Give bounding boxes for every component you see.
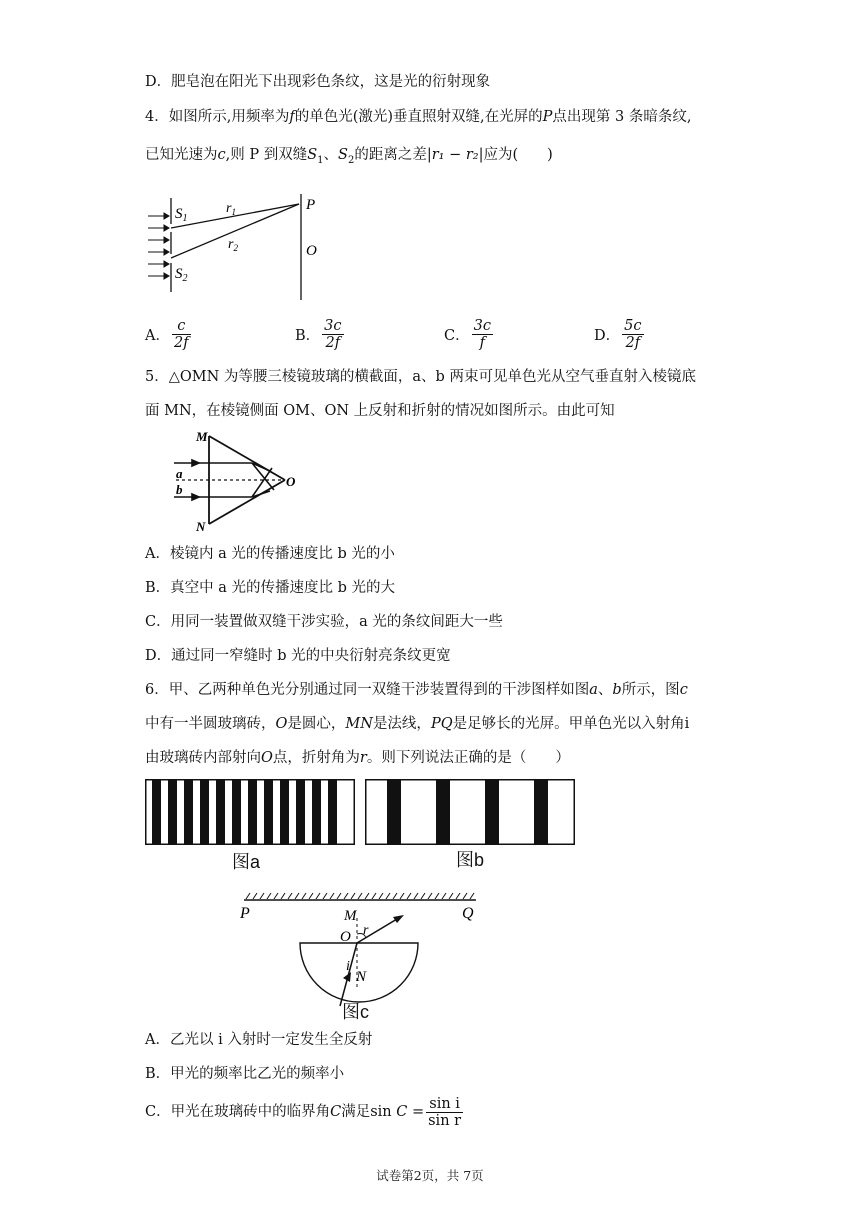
q5-option-d: D．通过同一窄缝时 b 光的中央衍射亮条纹更宽 bbox=[145, 648, 451, 664]
label-o: O bbox=[286, 474, 296, 489]
q4-option-c: C． $\frac{3c}{f}$ bbox=[444, 318, 491, 351]
fig-b-caption: 图b bbox=[456, 850, 485, 870]
q6-stem-line3: 由玻璃砖内部射向O点，折射角为r。则下列说法正确的是（ ） bbox=[145, 750, 570, 766]
q6-option-b: B．甲光的频率比乙光的频率小 bbox=[145, 1066, 345, 1082]
q6-stem-line2: 中有一半圆玻璃砖，O是圆心，MN是法线，PQ是足够长的光屏。甲单色光以入射角i bbox=[145, 716, 690, 732]
q3-option-d: D．肥皂泡在阳光下出现彩色条纹，这是光的衍射现象 bbox=[145, 74, 491, 90]
q4-stem-line1: 4．如图所示,用频率为f的单色光(激光)垂直照射双缝,在光屏的P点出现第 3 条暗条纹, bbox=[145, 109, 692, 125]
q5-option-a: A．棱镜内 a 光的传播速度比 b 光的小 bbox=[145, 546, 395, 562]
label-n: N bbox=[356, 969, 367, 985]
label-m: M bbox=[196, 430, 208, 444]
q6-option-a: A．乙光以 i 入射时一定发生全反射 bbox=[145, 1032, 373, 1048]
q5-option-c: C．用同一装置做双缝干涉实验，a 光的条纹间距大一些 bbox=[145, 614, 503, 630]
fig-c-caption: 图c bbox=[342, 1002, 369, 1022]
q5-option-b: B．真空中 a 光的传播速度比 b 光的大 bbox=[145, 580, 396, 596]
semicircle-glass-figure bbox=[236, 890, 506, 1024]
label-o: O bbox=[306, 243, 317, 259]
q4-option-a: A． $\frac{c}{2f}$ bbox=[145, 318, 189, 351]
label-a: a bbox=[176, 466, 183, 481]
label-o: O bbox=[340, 929, 351, 945]
label-n: N bbox=[196, 519, 206, 534]
label-r2: $r_2$ bbox=[228, 237, 238, 253]
label-q: Q bbox=[462, 905, 474, 922]
q6-option-c: C．甲光在玻璃砖中的临界角C满足sin C = $\frac{\text{sin i}}{\text{sin r}}$ bbox=[145, 1095, 462, 1129]
label-s2: $S_2$ bbox=[175, 266, 188, 284]
fringe-pattern-a bbox=[145, 779, 355, 845]
q4-option-d: D． $\frac{5c}{2f}$ bbox=[594, 318, 642, 351]
label-b: b bbox=[176, 482, 183, 497]
label-p: P bbox=[240, 905, 250, 922]
label-r: r bbox=[363, 923, 369, 938]
q6-stem-line1: 6．甲、乙两种单色光分别通过同一双缝干涉装置得到的干涉图样如图a、b所示，图c bbox=[145, 682, 688, 698]
label-p: P bbox=[306, 197, 316, 213]
label-s1: $S_1$ bbox=[175, 206, 188, 224]
double-slit-figure bbox=[140, 188, 340, 304]
fringe-pattern-b bbox=[365, 779, 575, 845]
label-m: M bbox=[344, 908, 357, 924]
q4-stem-line2: 已知光速为c,则 P 到双缝$S_1$、$S_2$的距离之差|r₁ − r₂|应为( ) bbox=[145, 147, 553, 166]
q5-stem-line2: 面 MN，在棱镜侧面 OM、ON 上反射和折射的情况如图所示。由此可知 bbox=[145, 403, 615, 419]
page-footer: 试卷第2页，共 7页 bbox=[376, 1168, 484, 1183]
q5-stem-line1: 5．△OMN 为等腰三棱镜玻璃的横截面，a、b 两束可见单色光从空气垂直射入棱镜底 bbox=[145, 369, 696, 385]
q4-option-b: B． $\frac{3c}{2f}$ bbox=[295, 318, 342, 351]
fig-a-caption: 图a bbox=[232, 852, 261, 872]
label-r1: $r_1$ bbox=[226, 201, 236, 217]
prism-figure bbox=[170, 430, 300, 534]
label-i: i bbox=[346, 959, 350, 974]
